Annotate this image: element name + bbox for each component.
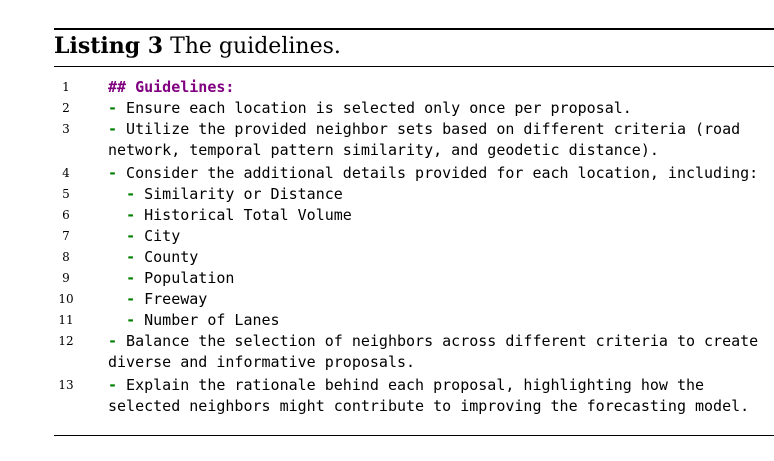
line-text: - Freeway	[126, 290, 208, 308]
listing-title: The guidelines.	[170, 34, 341, 59]
line-text: - City	[126, 227, 181, 245]
line-text: - County	[126, 248, 199, 266]
line-text: - Number of Lanes	[126, 311, 280, 329]
heading-marker: ## Guidelines:	[108, 78, 235, 96]
line-number: 5	[62, 187, 70, 201]
line-text: - Ensure each location is selected only once per proposal.	[108, 99, 632, 117]
line-number: 12	[58, 334, 74, 348]
line-number: 13	[58, 378, 74, 392]
bullet-marker: -	[126, 185, 136, 203]
bullet-marker: -	[108, 164, 118, 182]
bullet-marker: -	[126, 290, 136, 308]
bullet-marker: -	[108, 332, 118, 350]
line-number: 11	[58, 313, 74, 327]
line-number: 6	[62, 208, 70, 222]
bullet-marker: -	[126, 206, 136, 224]
code-listing	[0, 77, 774, 419]
code-line	[0, 205, 774, 226]
listing-caption	[54, 31, 341, 62]
line-number: 7	[62, 229, 70, 243]
line-number: 1	[62, 80, 70, 94]
code-line	[0, 163, 774, 184]
line-text: - Utilize the provided neighbor sets based on different criteria (road network, temporal pattern similarity, and geodetic distance).	[108, 120, 750, 159]
bullet-marker: -	[126, 269, 136, 287]
line-number: 9	[62, 271, 70, 285]
bullet-marker: -	[108, 376, 118, 394]
code-line	[0, 289, 774, 310]
code-line	[0, 331, 774, 375]
bullet-marker: -	[126, 227, 136, 245]
bottom-rule	[54, 435, 774, 436]
line-number: 2	[62, 101, 70, 115]
bullet-marker: -	[108, 120, 118, 138]
line-text: - Historical Total Volume	[126, 206, 352, 224]
top-rule	[54, 28, 774, 30]
code-line	[0, 268, 774, 289]
code-line	[0, 77, 774, 98]
code-line	[0, 119, 774, 163]
listing-label: Listing 3	[54, 33, 164, 59]
code-line	[0, 184, 774, 205]
line-text: - Consider the additional details provided for each location, including:	[108, 164, 759, 182]
line-number: 4	[62, 166, 70, 180]
line-text: - Balance the selection of neighbors across different criteria to create diverse and informative proposals.	[108, 332, 768, 371]
line-number: 3	[62, 122, 70, 136]
code-line	[0, 98, 774, 119]
code-line	[0, 375, 774, 419]
bullet-marker: -	[126, 311, 136, 329]
caption-rule	[54, 66, 774, 67]
bullet-marker: -	[108, 99, 118, 117]
code-line	[0, 226, 774, 247]
code-line	[0, 247, 774, 268]
line-text	[108, 77, 768, 98]
line-text: - Population	[126, 269, 235, 287]
bullet-marker: -	[126, 248, 136, 266]
line-text: - Explain the rationale behind each proposal, highlighting how the selected neighbors might contribute to improving the forecasting model.	[108, 376, 750, 415]
line-number: 8	[62, 250, 70, 264]
line-number: 10	[58, 292, 74, 306]
line-text: - Similarity or Distance	[126, 185, 343, 203]
code-line	[0, 310, 774, 331]
